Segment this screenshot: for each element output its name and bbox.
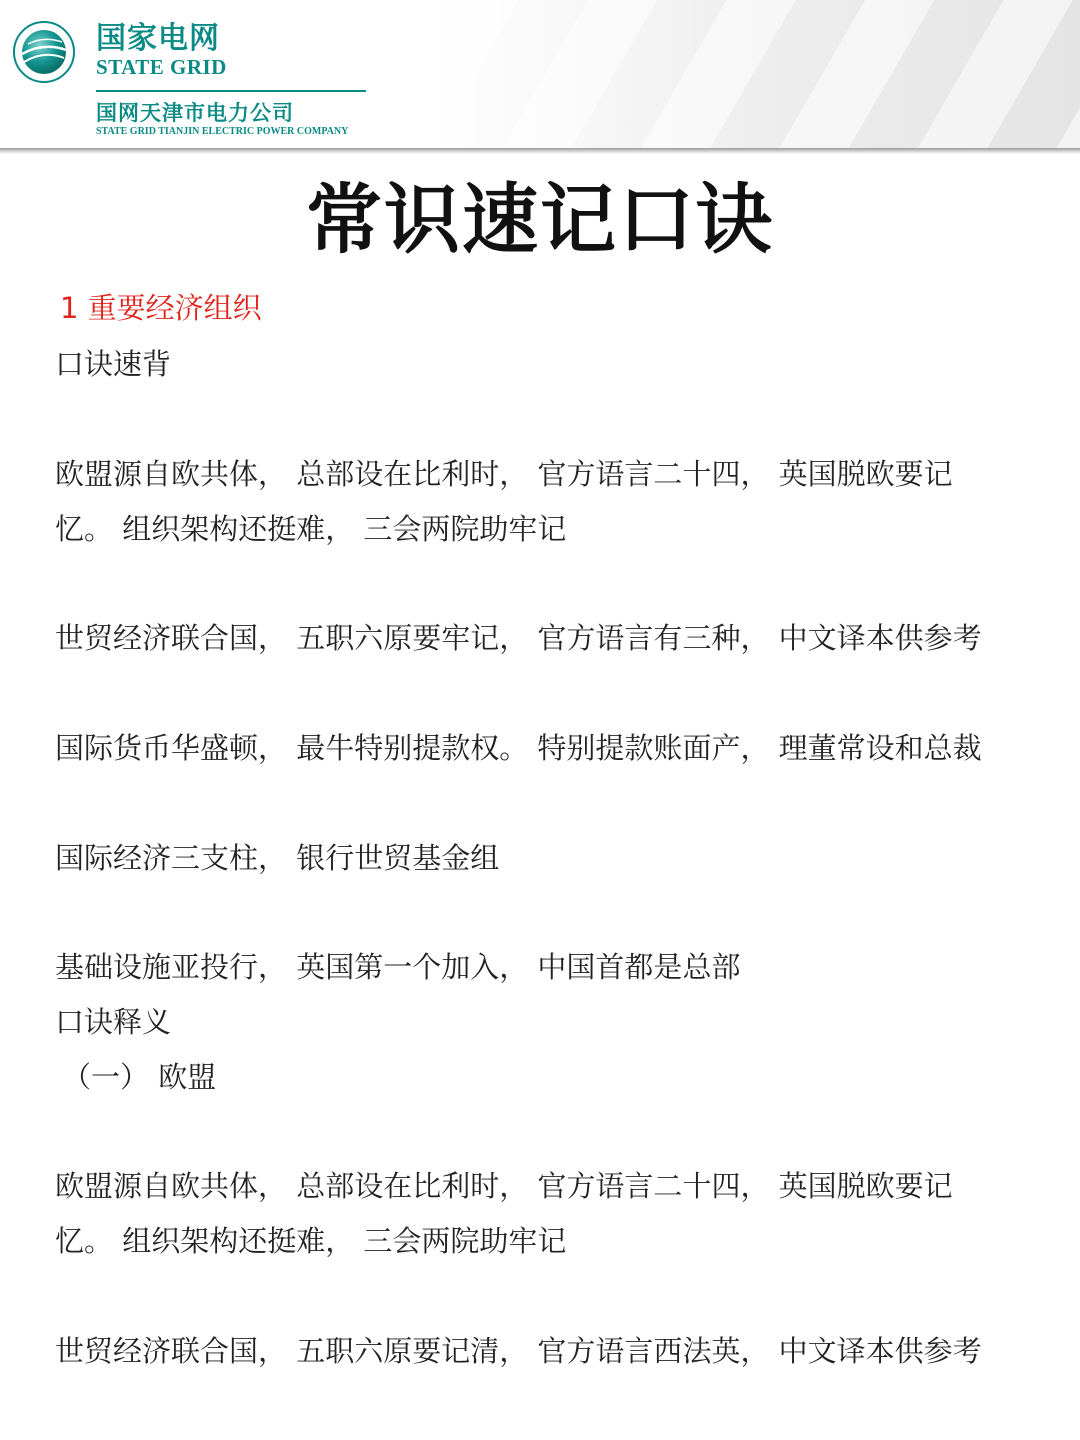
- paragraph-line: 世贸经济联合国， 五职六原要牢记， 官方语言有三种， 中文译本供参考: [55, 621, 982, 655]
- header-divider: [0, 148, 1080, 154]
- paragraph-line: 基础设施亚投行， 英国第一个加入， 中国首都是总部: [55, 950, 741, 984]
- subheading-mnemonic: 口诀速背: [55, 347, 172, 381]
- state-grid-logo-icon: [12, 20, 76, 84]
- brand-name-en: STATE GRID: [96, 55, 227, 79]
- paragraph-line: 忆。 组织架构还挺难， 三会两院助牢记: [55, 512, 567, 546]
- paragraph-line: 国际货币华盛顿， 最牛特别提款权。 特别提款账面产， 理董常设和总裁: [55, 731, 982, 765]
- paragraph-line: 国际经济三支柱， 银行世贸基金组: [55, 841, 500, 875]
- company-name-en: STATE GRID TIANJIN ELECTRIC POWER COMPANY: [96, 126, 349, 137]
- brand-divider: [96, 90, 366, 92]
- subsection-heading: （一） 欧盟: [62, 1060, 217, 1094]
- company-name-cn: 国网天津市电力公司: [96, 101, 294, 125]
- brand-name-cn: 国家电网: [96, 21, 220, 56]
- paragraph-line: 欧盟源自欧共体， 总部设在比利时， 官方语言二十四， 英国脱欧要记: [55, 1169, 953, 1203]
- section-heading: 1 重要经济组织: [60, 291, 262, 325]
- header-decoration: [380, 0, 1080, 148]
- header-banner: [0, 0, 1080, 148]
- page-title: 常识速记口诀: [306, 175, 774, 264]
- paragraph-line: 欧盟源自欧共体， 总部设在比利时， 官方语言二十四， 英国脱欧要记: [55, 457, 953, 491]
- paragraph-line: 世贸经济联合国， 五职六原要记清， 官方语言西法英， 中文译本供参考: [55, 1334, 982, 1368]
- paragraph-line: 忆。 组织架构还挺难， 三会两院助牢记: [55, 1224, 567, 1258]
- subheading-explanation: 口诀释义: [55, 1005, 172, 1039]
